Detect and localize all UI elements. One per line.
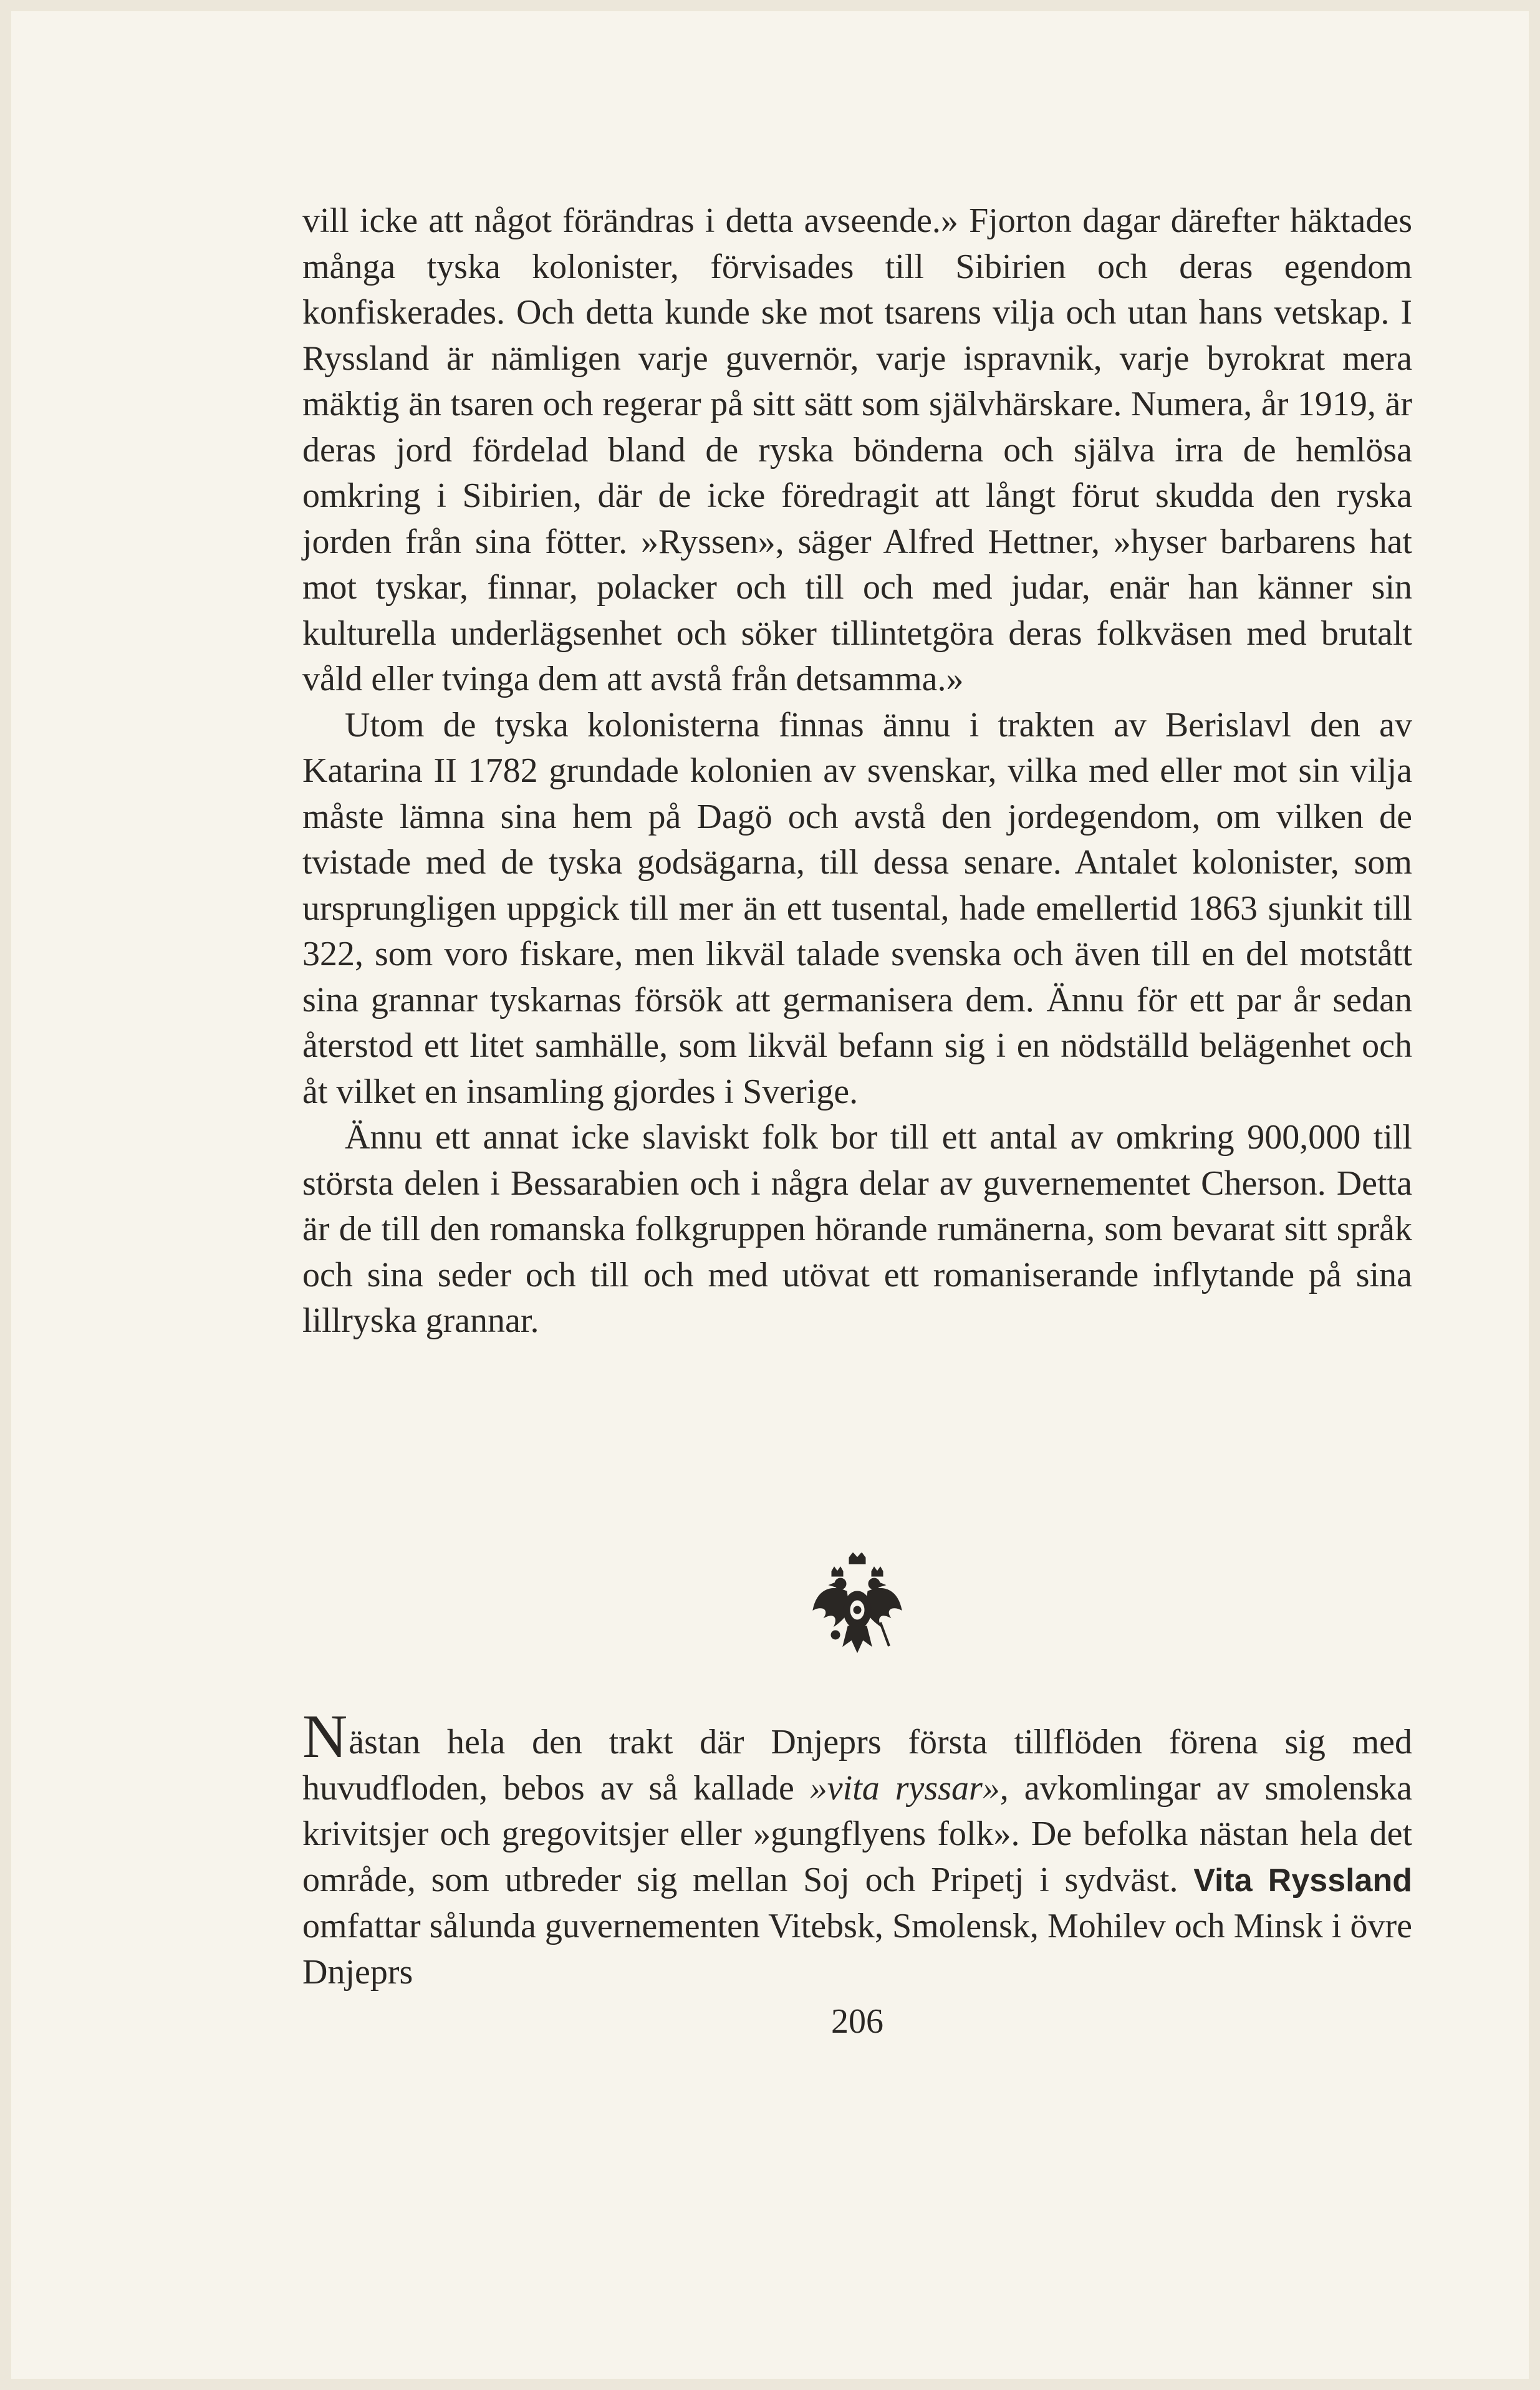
double-headed-eagle-icon xyxy=(811,1553,904,1662)
drop-cap: N xyxy=(302,1702,348,1771)
italic-term: »vita ryssar» xyxy=(809,1768,1000,1808)
paragraph-3: Ännu ett annat icke slaviskt folk bor till ett antal av omkring 900,000 till största delen i Bessarabien och i några delar av guvernementet Cherson. Detta är de till den romanska folkgruppen hörande rumänerna, som bevarat sitt språk och sina seder och till och med utövat ett romaniserande inflytande på sina lillryska grannar. xyxy=(302,1118,1412,1340)
paragraph-2: Utom de tyska kolonisterna finnas ännu i trakten av Berislavl den av Katarina II 1782 grundade kolonien av svenskar, vilka med eller mot sin vilja måste lämna sina hem på Dagö och avstå den jordegendom, om vilken de tvistade med de tyska godsägarna, till dessa senare. Antalet kolonister, som ursprungligen uppgick till mer än ett tusental, hade emellertid 1863 sjunkit till 322, som voro fiskare, men likväl talade svenska och även till en del motstått sina grannar tyskarnas försök att germanisera dem. Ännu för ett par år sedan återstod ett litet samhälle, som likväl befann sig i en nödställd belägenhet och åt vilket en insamling gjordes i Sverige. xyxy=(302,705,1412,1111)
paragraph-4 xyxy=(302,1702,1413,1995)
page-number: 206 xyxy=(831,2002,883,2041)
text-section-two xyxy=(302,1702,1413,1995)
bold-term: Vita Ryssland xyxy=(1193,1862,1413,1899)
paragraph-4-part-2: , avkomlingar av smolenska krivitsjer och gregovitsjer eller »gungflyens folk». De befolka nästan hela det område, som utbreder sig mellan Soj och Pripetj i sydväst. xyxy=(302,1768,1412,1899)
paragraph-1: vill icke att något förändras i detta avseende.» Fjorton dagar därefter häktades många tyska kolonister, förvisades till Sibirien och deras egendom konfiskerades. Och detta kunde ske mot tsarens vilja och utan hans vetskap. I Ryssland är nämligen varje guvernör, varje ispravnik, varje byrokrat mera mäktig än tsaren och regerar på sitt sätt som självhärskare. Numera, år 1919, är deras jord fördelad bland de ryska bönderna och själva irra de hemlösa omkring i Sibirien, där de icke föredragit att långt förut skudda den ryska jorden från sina fötter. »Ryssen», säger Alfred Hettner, »hyser barbarens hat mot tyskar, finnar, polacker och till och med judar, enär han känner sin kulturella underlägsenhet och söker tillintetgöra deras folkväsen med brutalt våld eller tvinga dem att avstå från detsamma.» xyxy=(302,201,1412,698)
text-section-one xyxy=(302,198,1412,1344)
paragraph-4-part-3: omfattar sålunda guvernementen Vitebsk, Smolensk, Mohilev och Minsk i övre Dnjeprs xyxy=(302,1907,1412,1992)
paragraph-4-part-1: ästan hela den trakt där Dnjeprs första tillflöden förena sig med huvudfloden, bebos av så kallade xyxy=(302,1723,1412,1808)
